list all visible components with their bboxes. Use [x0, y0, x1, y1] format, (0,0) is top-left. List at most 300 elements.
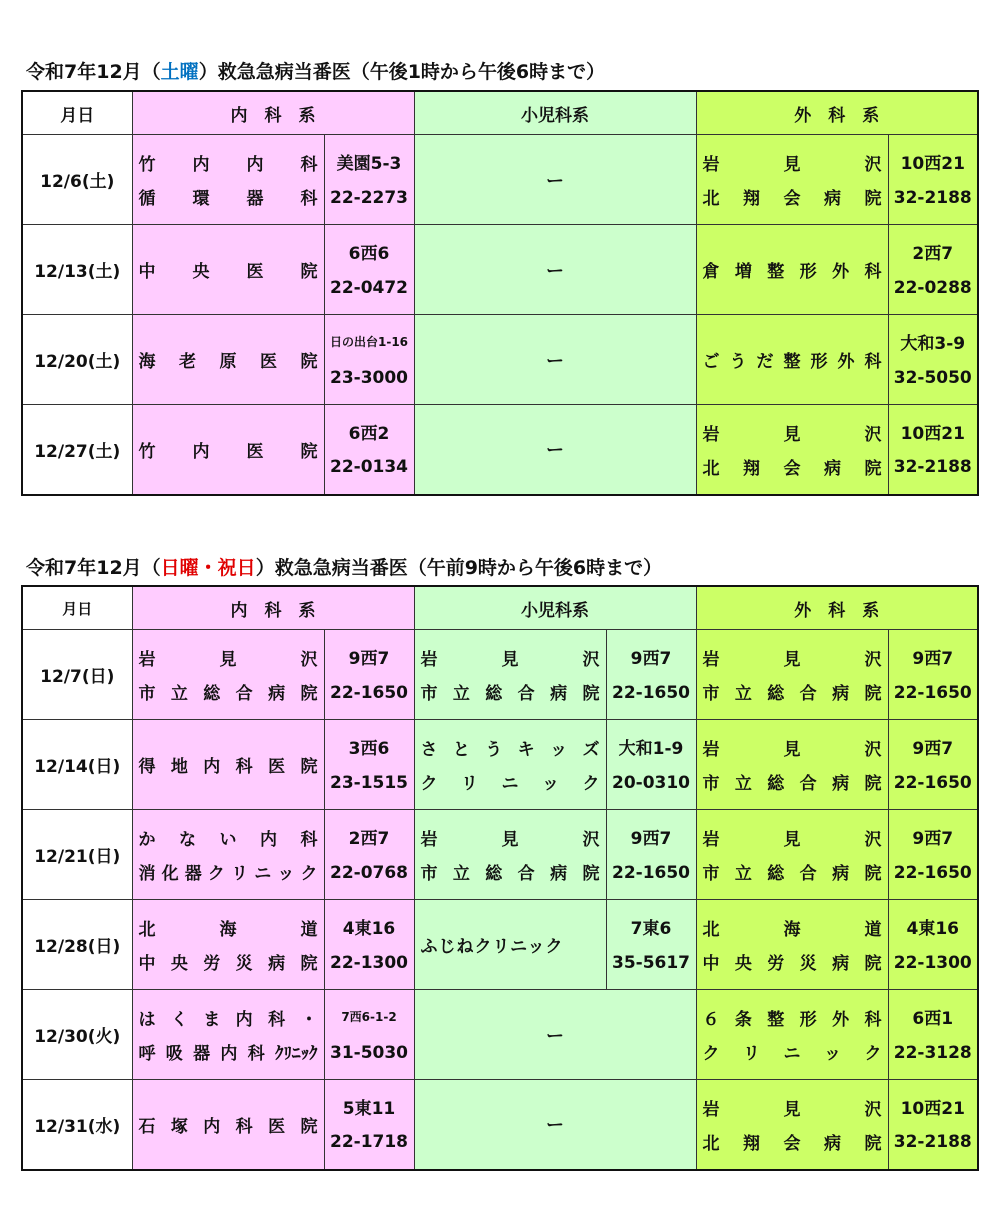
address: 9西7	[912, 829, 954, 849]
address-cell	[606, 810, 696, 900]
clinic-name-char: 岩	[702, 424, 720, 445]
clinic-name-char: 病	[550, 684, 568, 704]
clinic-name-char: 塚	[170, 1116, 188, 1137]
clinic-name-char: 見	[783, 155, 801, 175]
clinic-name-char: 市	[702, 864, 720, 884]
header-pediatric: 小児科系	[414, 91, 696, 135]
clinic-name-char: 道	[864, 920, 882, 940]
clinic-name-char: 化	[161, 864, 179, 884]
clinic-name: ふじねクリニック	[414, 900, 606, 990]
clinic-name-char: ク	[702, 1044, 720, 1064]
clinic-name-char: く	[170, 1010, 188, 1030]
clinic-name-char: 病	[832, 864, 850, 884]
clinic-name-char: 岩	[702, 155, 720, 175]
clinic-name-char: 北	[702, 189, 720, 209]
clinic-name-char: 条	[734, 1010, 752, 1030]
clinic-name-char: と	[452, 740, 470, 760]
clinic-name-char: ま	[203, 1010, 221, 1030]
clinic-name-char: ・	[300, 1010, 318, 1030]
clinic-name-char: 市	[420, 864, 438, 884]
address: 7東6	[630, 919, 672, 939]
clinic-name-char: 形	[799, 1010, 817, 1030]
clinic-name-char: 北	[702, 1133, 720, 1154]
clinic-name-line	[703, 236, 882, 304]
address-cell	[606, 900, 696, 990]
address-cell	[888, 810, 978, 900]
clinic-name-char: リ	[743, 1044, 760, 1064]
clinic-name-char: 総	[767, 774, 785, 794]
clinic-name-char: ク	[420, 774, 438, 794]
no-doctor-dash: ー	[414, 225, 696, 315]
clinic-name-char: 海	[219, 920, 237, 940]
clinic-name-char: 央	[192, 262, 210, 282]
address-cell	[888, 1080, 978, 1170]
clinic-name-char: 医	[246, 441, 264, 462]
address: 9西7	[630, 829, 672, 849]
address-cell	[324, 135, 414, 225]
address-cell	[888, 990, 978, 1080]
clinic-name-char: 内	[260, 830, 277, 850]
phone-number: 23-3000	[329, 367, 409, 388]
clinic-name-char: 内	[246, 155, 264, 175]
phone-number: 20-0310	[611, 772, 691, 793]
clinic-name-line	[139, 146, 318, 180]
address-cell	[324, 630, 414, 720]
sunday-title	[26, 553, 662, 580]
clinic-name-char: 市	[138, 684, 156, 704]
clinic-name-char: 形	[810, 352, 828, 372]
clinic-name	[696, 810, 888, 900]
clinic-name-char: 院	[300, 954, 318, 974]
clinic-name-char: 総	[485, 684, 503, 704]
address-cell	[606, 630, 696, 720]
clinic-name-line	[703, 765, 882, 799]
clinic-name-char: 立	[170, 684, 188, 704]
clinic-name-char: 医	[246, 262, 264, 282]
clinic-name-char: 院	[300, 441, 318, 462]
clinic-name-line	[703, 449, 882, 483]
address-cell	[888, 900, 978, 990]
clinic-name-char: 央	[170, 954, 188, 974]
title-prefix: 令和7年12月（	[26, 61, 161, 83]
clinic-name	[696, 405, 888, 495]
table-row	[22, 720, 978, 810]
address: 9西7	[912, 649, 954, 669]
clinic-name-char: 海	[138, 352, 156, 372]
clinic-name-char: 科	[300, 155, 318, 175]
phone-number: 22-1650	[329, 682, 409, 703]
clinic-name-char: 立	[452, 684, 470, 704]
phone-number: 32-2188	[893, 1132, 972, 1153]
clinic-name-char: 内	[192, 155, 210, 175]
clinic-name-char: う	[729, 352, 747, 372]
address: 美園5-3	[336, 154, 402, 174]
clinic-name-char: 立	[734, 774, 752, 794]
clinic-name-char: 立	[734, 684, 752, 704]
clinic-name-char: 見	[783, 650, 801, 670]
clinic-name-char: 総	[767, 684, 785, 704]
clinic-name-char: 沢	[864, 424, 882, 445]
clinic-name-char: 岩	[702, 830, 720, 850]
clinic-name-char: 科	[864, 352, 882, 372]
clinic-name-char: 沢	[864, 650, 882, 670]
address: 9西7	[630, 649, 672, 669]
clinic-name-char: 立	[452, 864, 470, 884]
clinic-name-line	[139, 326, 318, 394]
clinic-name-char: 院	[864, 189, 882, 209]
phone-number: 32-5050	[893, 367, 972, 388]
phone-number: 31-5030	[329, 1042, 409, 1063]
clinic-name-char: う	[485, 740, 503, 760]
clinic-name-char: 労	[767, 954, 785, 974]
address: 6西2	[348, 423, 390, 444]
header-surgical: 外 科 系	[696, 586, 978, 630]
clinic-name-char: 竹	[138, 155, 156, 175]
clinic-name-char: 科	[235, 1116, 253, 1137]
date-cell: 12/27(土)	[22, 405, 132, 495]
no-doctor-dash: ー	[414, 990, 696, 1080]
clinic-name-char: 見	[783, 424, 801, 445]
clinic-name	[132, 1080, 324, 1170]
clinic-name-char: 外	[832, 262, 850, 282]
clinic-name-char: 循	[138, 189, 156, 209]
clinic-name-char: 院	[300, 262, 318, 282]
clinic-name-char: 市	[420, 684, 438, 704]
address: 9西7	[912, 739, 954, 759]
clinic-name-line	[139, 1090, 318, 1158]
clinic-name-char: 総	[767, 864, 785, 884]
clinic-name-char: 呼	[138, 1044, 156, 1064]
clinic-name-char: 総	[203, 684, 221, 704]
header-internal: 内 科 系	[132, 91, 414, 135]
clinic-name-char: 沢	[864, 1099, 882, 1120]
address-cell	[324, 990, 414, 1080]
clinic-name-char: 岩	[420, 830, 438, 850]
address: 5東11	[342, 1098, 396, 1119]
clinic-name-char: 院	[864, 954, 882, 974]
clinic-name	[696, 1080, 888, 1170]
address-cell	[324, 315, 414, 405]
address: 7西6-1-2	[341, 1010, 397, 1024]
address: 大和3-9	[900, 334, 966, 354]
clinic-name-line	[421, 641, 600, 675]
clinic-name-char: 科	[300, 189, 318, 209]
clinic-name-char: ク	[300, 864, 318, 884]
clinic-name-line	[703, 1124, 882, 1158]
clinic-name-char: 病	[832, 684, 850, 704]
clinic-name	[414, 720, 606, 810]
clinic-name-char: 見	[501, 650, 519, 670]
no-doctor-dash: ー	[414, 315, 696, 405]
saturday-table	[21, 90, 979, 496]
clinic-name-char: な	[179, 830, 196, 850]
clinic-name	[696, 900, 888, 990]
sunday-table	[21, 585, 979, 1171]
clinic-name-char: 会	[783, 458, 801, 479]
date-cell: 12/13(土)	[22, 225, 132, 315]
clinic-name	[132, 900, 324, 990]
clinic-name-char: 市	[702, 684, 720, 704]
clinic-name-char: 倉	[702, 262, 720, 282]
date-cell: 12/20(土)	[22, 315, 132, 405]
clinic-name-line	[421, 675, 600, 709]
phone-number: 22-1650	[893, 682, 972, 703]
clinic-name-char: 岩	[702, 650, 720, 670]
table-row	[22, 1080, 978, 1170]
clinic-name	[132, 810, 324, 900]
phone-number: 22-2273	[329, 187, 409, 208]
address-cell	[324, 225, 414, 315]
clinic-name-char: 医	[268, 1116, 286, 1137]
clinic-name-char: 内	[220, 1044, 238, 1064]
table-row	[22, 810, 978, 900]
clinic-name-char: 会	[783, 189, 801, 209]
clinic-name	[132, 990, 324, 1080]
clinic-name-char: 沢	[582, 650, 600, 670]
clinic-name-char: い	[219, 830, 237, 850]
address-cell	[888, 720, 978, 810]
table-row	[22, 900, 978, 990]
clinic-name-line	[703, 1035, 882, 1069]
address: 10西21	[900, 423, 965, 444]
table-row	[22, 315, 978, 405]
clinic-name-char: 災	[235, 954, 253, 974]
address: 3西6	[348, 739, 390, 759]
title-suffix: ）救急急病当番医（午前9時から午後6時まで）	[255, 557, 663, 579]
clinic-name-char: は	[138, 1010, 156, 1030]
address: 9西7	[348, 649, 390, 669]
address: 4東16	[342, 919, 396, 939]
clinic-name-char: 沢	[582, 830, 600, 850]
phone-number: 22-0134	[329, 457, 409, 478]
no-doctor-dash: ー	[414, 135, 696, 225]
no-doctor-dash: ー	[414, 1080, 696, 1170]
clinic-name-char: 院	[864, 458, 882, 479]
clinic-name	[696, 990, 888, 1080]
clinic-name-line	[703, 146, 882, 180]
clinic-name-char: 吸	[165, 1044, 183, 1064]
clinic-name-line	[703, 821, 882, 855]
clinic-name-char: 沢	[300, 650, 318, 670]
title-suffix: ）救急急病当番医（午後1時から午後6時まで）	[198, 61, 606, 83]
clinic-name-char: 岩	[702, 1099, 720, 1120]
clinic-name-char: 北	[138, 920, 156, 940]
clinic-name-char: ク	[864, 1044, 882, 1064]
address: 2西7	[348, 829, 390, 849]
clinic-name-char: 合	[799, 774, 817, 794]
clinic-name-line	[703, 641, 882, 675]
address: 10西21	[900, 154, 965, 174]
clinic-name-line	[703, 1001, 882, 1035]
clinic-name-char: ッ	[277, 864, 295, 884]
clinic-name-line	[139, 911, 318, 945]
clinic-name-char: 北	[702, 920, 720, 940]
address-cell	[888, 405, 978, 495]
phone-number: 22-1718	[329, 1132, 409, 1153]
clinic-name-line	[703, 855, 882, 889]
clinic-name	[414, 810, 606, 900]
table-row	[22, 135, 978, 225]
clinic-name-char: 院	[300, 684, 318, 704]
table-row	[22, 405, 978, 495]
date-cell: 12/30(火)	[22, 990, 132, 1080]
phone-number: 23-1515	[329, 772, 409, 793]
clinic-name-char: 北	[702, 458, 720, 479]
clinic-name-char: 院	[300, 1116, 318, 1137]
address: 4東16	[906, 919, 959, 939]
clinic-name-char: 沢	[864, 155, 882, 175]
clinic-name-char: キ	[517, 740, 535, 760]
clinic-name-char: 科	[247, 1044, 265, 1064]
address: 大和1-9	[618, 739, 684, 759]
clinic-name-char: 環	[192, 189, 210, 209]
clinic-name-line	[703, 675, 882, 709]
clinic-name-char: 院	[864, 684, 882, 704]
clinic-name-char: 岩	[702, 740, 720, 760]
clinic-name-char: 病	[824, 189, 841, 209]
clinic-name-char: 形	[799, 262, 817, 282]
clinic-name	[414, 630, 606, 720]
clinic-name-char: 海	[783, 920, 801, 940]
clinic-name-char: 整	[767, 1010, 785, 1030]
clinic-name-line	[139, 1035, 318, 1069]
clinic-name-char: 沢	[864, 740, 882, 760]
clinic-name-line	[139, 945, 318, 979]
clinic-name-char: 院	[864, 864, 882, 884]
address: 2西7	[912, 244, 954, 264]
clinic-name-char: 病	[268, 684, 286, 704]
clinic-name-char: 整	[767, 262, 785, 282]
address-cell	[888, 225, 978, 315]
clinic-name-line	[703, 1090, 882, 1124]
clinic-name-char: 内	[192, 441, 210, 462]
header-date: 月日	[22, 586, 132, 630]
clinic-name-char: 器	[246, 189, 264, 209]
phone-number: 22-1650	[611, 862, 691, 883]
clinic-name-char: さ	[420, 740, 438, 760]
clinic-name	[132, 225, 324, 315]
clinic-name-char: 立	[734, 864, 752, 884]
clinic-name	[132, 630, 324, 720]
clinic-name-char: ッ	[550, 740, 568, 760]
address-cell	[606, 720, 696, 810]
clinic-name-line	[139, 675, 318, 709]
clinic-name-line	[421, 821, 600, 855]
clinic-name	[132, 315, 324, 405]
clinic-name-char: ッ	[824, 1044, 841, 1064]
date-cell: 12/7(日)	[22, 630, 132, 720]
clinic-name-char: 労	[203, 954, 221, 974]
clinic-name-char: 内	[203, 757, 221, 777]
clinic-name-line	[421, 855, 600, 889]
clinic-name-char: 合	[235, 684, 253, 704]
address-cell	[888, 135, 978, 225]
clinic-name-char: 地	[170, 757, 188, 777]
clinic-name-line	[703, 945, 882, 979]
clinic-name-char: ズ	[582, 740, 600, 760]
date-cell: 12/21(日)	[22, 810, 132, 900]
phone-number: 22-0768	[329, 862, 409, 883]
clinic-name-char: ッ	[542, 774, 559, 794]
phone-number: 32-2188	[893, 457, 972, 478]
clinic-name-char: 院	[582, 864, 600, 884]
phone-number: 35-5617	[611, 952, 691, 973]
clinic-name-char: 総	[485, 864, 503, 884]
clinic-name-char: ク	[582, 774, 600, 794]
clinic-name-char: 病	[824, 458, 841, 479]
clinic-name-char: 科	[268, 1010, 286, 1030]
clinic-name	[696, 135, 888, 225]
phone-number: 22-0472	[329, 277, 409, 298]
clinic-name-char: 科	[300, 830, 318, 850]
clinic-name-char: 科	[235, 757, 253, 777]
clinic-name-char: 院	[864, 774, 882, 794]
address-cell	[324, 1080, 414, 1170]
address: 日の出台1-16	[329, 335, 409, 349]
clinic-name	[132, 720, 324, 810]
header-pediatric: 小児科系	[414, 586, 696, 630]
clinic-name-char: 消	[138, 864, 156, 884]
clinic-name-char: 増	[734, 262, 752, 282]
clinic-name-char: 見	[501, 830, 519, 850]
table-row	[22, 630, 978, 720]
clinic-name-char: か	[138, 830, 156, 850]
address: 10西21	[900, 1098, 965, 1119]
clinic-name-line	[139, 821, 318, 855]
clinic-name-line	[139, 415, 318, 483]
clinic-name-line	[703, 180, 882, 214]
date-cell: 12/6(土)	[22, 135, 132, 225]
address-cell	[888, 630, 978, 720]
clinic-name-char: 竹	[138, 441, 156, 462]
clinic-name-char: 病	[268, 954, 286, 974]
clinic-name	[696, 315, 888, 405]
clinic-name-char: だ	[756, 352, 774, 372]
clinic-name-line	[703, 911, 882, 945]
clinic-name-char: 院	[864, 1133, 882, 1154]
clinic-name-char: ニ	[254, 864, 272, 884]
clinic-name-char: 医	[268, 757, 286, 777]
clinic-name-char: 内	[203, 1116, 221, 1137]
phone-number: 22-3128	[893, 1042, 972, 1063]
clinic-name-line	[421, 731, 600, 765]
date-cell: 12/31(水)	[22, 1080, 132, 1170]
clinic-name-char: 中	[702, 954, 720, 974]
clinic-name-char: 合	[799, 864, 817, 884]
header-internal: 内 科 系	[132, 586, 414, 630]
clinic-name-char: 中	[138, 954, 156, 974]
clinic-name-char: 科	[864, 1010, 882, 1030]
clinic-name-char: 病	[832, 774, 850, 794]
clinic-name-char: 合	[799, 684, 817, 704]
clinic-name-char: ｸﾘﾆｯｸ	[274, 1044, 318, 1064]
clinic-name-char: 得	[138, 757, 156, 777]
date-cell: 12/14(日)	[22, 720, 132, 810]
clinic-name-char: 央	[734, 954, 752, 974]
clinic-name	[696, 630, 888, 720]
clinic-name-char: 見	[219, 650, 237, 670]
clinic-name-char: 市	[702, 774, 720, 794]
clinic-name	[132, 405, 324, 495]
clinic-name-line	[139, 855, 318, 889]
clinic-name-char: 病	[824, 1133, 841, 1154]
clinic-name-char: 翔	[743, 458, 760, 479]
clinic-name-char: 器	[184, 864, 202, 884]
clinic-name-char: 翔	[743, 189, 760, 209]
address: 6西1	[912, 1009, 954, 1029]
clinic-name-char: リ	[231, 864, 249, 884]
address-cell	[324, 810, 414, 900]
